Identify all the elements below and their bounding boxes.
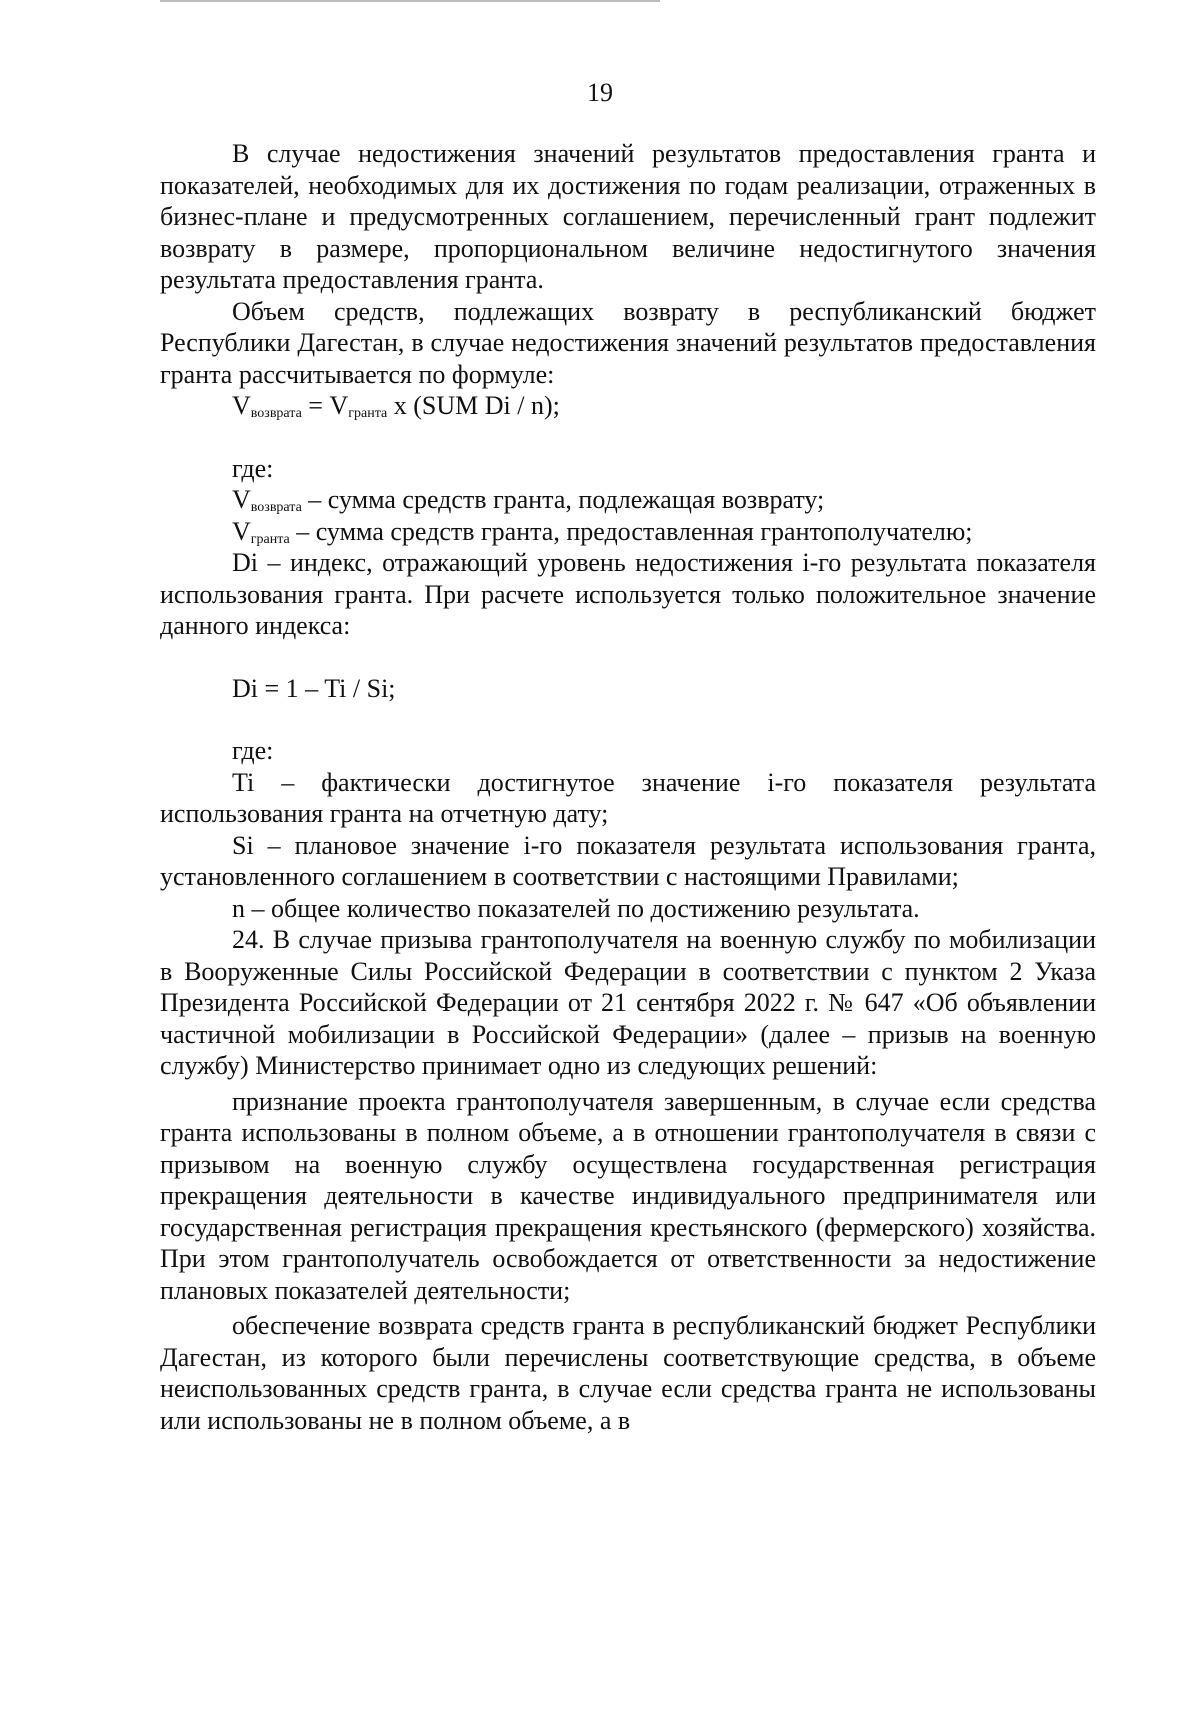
where-label: где: <box>232 736 274 765</box>
paragraph-24-decision-complete: признание проекта грантополучателя завершенным, в случае если средства гранта использованы в полном объеме, а в отношении грантополучателя в связи с призывом на военную службу осуществлена государственная регистрация прекращения деятельности в качестве индивидуального предпринимателя или государственная регистрация прекращения крестьянского (фермерского) хозяйства. При этом грантополучатель освобождается от ответственности за недостижение плановых показателей деятельности; <box>160 1086 1096 1305</box>
formula-di: Di = 1 – Ti / Si; <box>232 673 396 703</box>
formula-refund: $V_{возврата} = V_{гранта}$ х (SUM Di / n); <box>232 391 560 421</box>
definition-n: n – общее количество показателей по достижению результата. <box>232 893 920 923</box>
definition-v-refund: $V_{возврата}$ – сумма средств гранта, подлежащая возврату; <box>232 485 825 515</box>
paragraph-non-achievement: В случае недостижения значений результатов предоставления гранта и показателей, необходимых для их достижения по годам реализации, отраженных в бизнес-плане и предусмотренных соглашением, перечисленный грант подлежит возврату в размере, пропорциональном величине недостигнутого значения результата предоставления гранта. <box>160 139 1096 294</box>
definition-di: Di – индекс, отражающий уровень недостижения i-го результата показателя использования гранта. При расчете используется только положительное значение данного индекса: <box>160 548 1096 640</box>
definition-si: Si – плановое значение i-го показателя результата использования гранта, установленного соглашением в соответствии с настоящими Правилами; <box>160 830 1096 891</box>
spacer <box>160 642 1096 673</box>
where-label: где: <box>232 453 274 483</box>
paragraph-refund-volume: Объем средств, подлежащих возврату в республиканский бюджет Республики Дагестан, в случае недостижения значений результатов предоставления гранта рассчитывается по формуле: <box>160 296 1096 389</box>
definition-ti: Ti – фактически достигнутое значение i-го показателя результата использования гранта на отчетную дату; <box>160 767 1096 828</box>
spacer <box>160 422 1096 453</box>
document-body <box>160 138 1096 1436</box>
paragraph-24-mobilization: 24. В случае призыва грантополучателя на военную службу по мобилизации в Вооруженные Силы Российской Федерации в соответствии с пунктом 2 Указа Президента Российской Федерации от 21 сентября 2022 г. № 647 «Об объявлении частичной мобилизации в Российской Федерации» (далее – призыв на военную службу) Министерство принимает одно из следующих решений: <box>160 925 1096 1080</box>
paragraph-24-decision-refund: обеспечение возврата средств гранта в республиканский бюджет Республики Дагестан, из которого были перечислены соответствующие средства, в объеме неиспользованных средств гранта, в случае если средства гранта не использованы или использованы не в полном объеме, а в <box>160 1311 1096 1435</box>
scan-edge-line <box>160 0 660 2</box>
definition-v-grant: $V_{гранта}$ – сумма средств гранта, предоставленная грантополучателю; <box>232 516 973 547</box>
spacer <box>160 704 1096 735</box>
page-number: 19 <box>587 78 613 107</box>
